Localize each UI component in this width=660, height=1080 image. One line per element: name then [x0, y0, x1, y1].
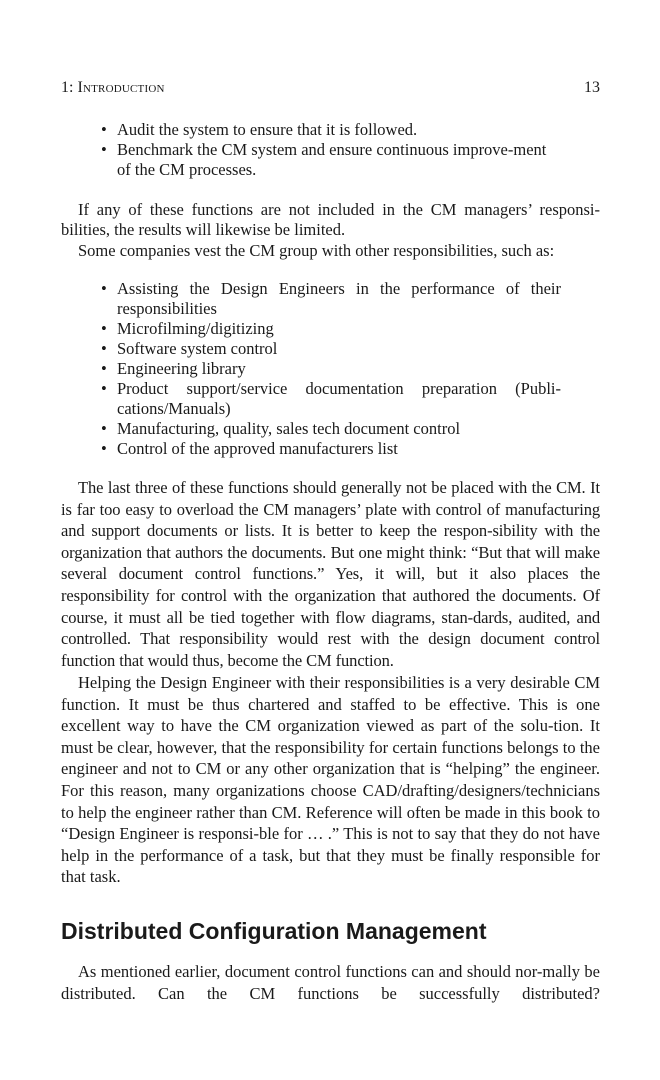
list-item: • Manufacturing, quality, sales tech document control — [61, 419, 561, 439]
list-item: • Audit the system to ensure that it is followed. — [61, 120, 561, 140]
page-number: 13 — [584, 79, 600, 96]
list-item: • Software system control — [61, 339, 561, 359]
list-item: • Engineering library — [61, 359, 561, 379]
paragraph: Some companies vest the CM group with other responsibilities, such as: — [78, 241, 555, 260]
list-item: • Benchmark the CM system and ensure continuous improve-ment of the CM processes. — [61, 140, 561, 180]
section-heading: Distributed Configuration Management — [61, 918, 487, 944]
list-item: • Control of the approved manufacturers list — [61, 439, 561, 459]
list-item: • Product support/service documentation preparation (Publi-cations/Manuals) — [61, 379, 561, 419]
bullet-list-cm-duties — [61, 120, 561, 180]
chapter-title: Introduction — [77, 79, 165, 96]
paragraph: Helping the Design Engineer with their responsibilities is a very desirable CM function. It must be thus chartered and staffed to be effective. This is one excellent way to have the CM organization viewed as part of the solu-tion. It must be clear, however, that the responsibility for certain functions belongs to the engineer and not to CM or any other organization that is “helping” the engineer. For this reason, many organizations choose CAD/drafting/designers/technicians to help the engineer rather than CM. Reference will often be made in this book to “Design Engineer is responsi-ble for … .” This is not to say that they do not have help in the performance of a task, but that they must be finally responsible for that task. — [61, 673, 600, 887]
chapter-label: 1: Introduction — [61, 79, 165, 96]
bullet-list-other-responsibilities — [61, 279, 561, 459]
paragraph: If any of these functions are not included in the CM managers’ responsi-bilities, the results will likewise be limited. — [61, 200, 600, 239]
list-item: • Microfilming/digitizing — [61, 319, 561, 339]
paragraph: The last three of these functions should generally not be placed with the CM. It is far too easy to overload the CM managers’ plate with control of manufacturing and support documents or lists. It is better to keep the respon-sibility with the organization that authors the documents. But one might think: “But that will make several document control functions.” Yes, it will, but it also places the responsibility for control with the organization that authored the documents. Of course, it must all be tied together with flow diagrams, stan-dards, audited, and controlled. That responsibility would rest with the design document control function that would thus, become the CM function. — [61, 478, 600, 670]
list-item: • Assisting the Design Engineers in the performance of their responsibilities — [61, 279, 561, 319]
running-head — [61, 78, 600, 98]
paragraph: As mentioned earlier, document control functions can and should nor-mally be distributed. Can the CM functions be successfully distributed? — [61, 962, 600, 1003]
